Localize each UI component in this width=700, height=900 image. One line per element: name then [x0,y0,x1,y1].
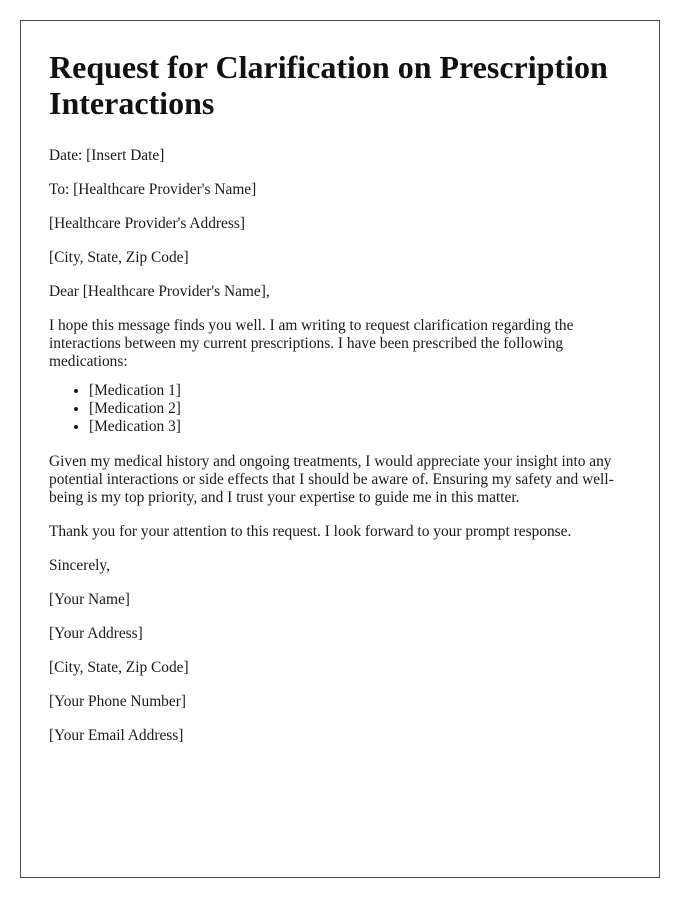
body-paragraph: Given my medical history and ongoing treatments, I would appreciate your insight into any potential interactions or side effects that I should be aware of. Ensuring my safety and well-being is my top priority, and I trust your expertise to guide me in this matter. [49,453,614,506]
medication-item: • [Medication 1] [89,382,631,400]
thanks-paragraph: Thank you for your attention to this request. I look forward to your prompt response. [49,523,572,540]
date-line: Date: [Insert Date] [49,147,165,164]
sender-address: [Your Address] [49,625,143,642]
salutation: Dear [Healthcare Provider's Name], [49,283,270,300]
recipient-address: [Healthcare Provider's Address] [49,215,245,232]
sender-name: [Your Name] [49,591,130,608]
medication-item: • [Medication 3] [89,418,631,436]
medication-item: • [Medication 2] [89,400,631,418]
sender-phone: [Your Phone Number] [49,693,186,710]
medication-list [49,382,631,436]
sender-email: [Your Email Address] [49,727,184,744]
recipient-city: [City, State, Zip Code] [49,249,189,266]
intro-paragraph: I hope this message finds you well. I am writing to request clarification regarding the interactions between my current prescriptions. I have been prescribed the following medications: [49,317,574,370]
recipient-name-line: To: [Healthcare Provider's Name] [49,181,257,198]
letter-page [20,20,660,878]
letter-title: Request for Clarification on Prescription Interactions [49,49,608,121]
closing: Sincerely, [49,557,110,574]
sender-city: [City, State, Zip Code] [49,659,189,676]
